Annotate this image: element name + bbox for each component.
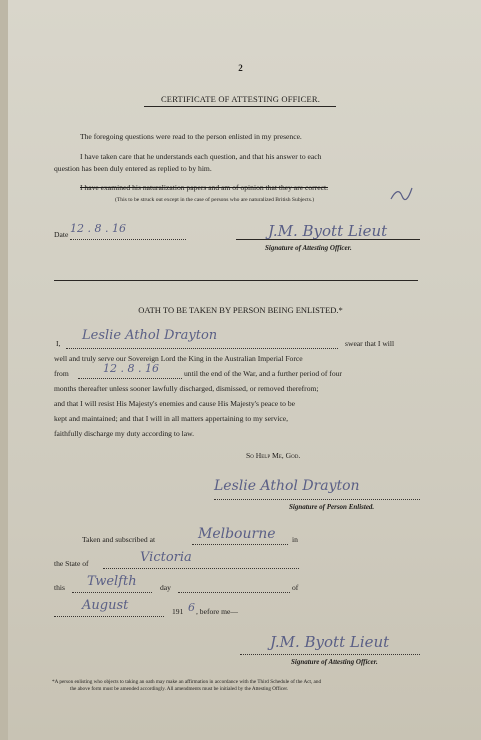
section-divider: [54, 280, 418, 281]
so-help-me-god: So Help Me, God.: [246, 451, 301, 460]
officer-signature-line-2: [240, 654, 420, 655]
oath-line-7: faithfully discharge my duty according to law.: [54, 429, 195, 438]
date-label: Date: [54, 230, 69, 239]
certificate-naturalization-line: I have examined his naturalization papers and am of opinion that they are correct.: [80, 183, 328, 192]
of-label: of: [292, 583, 299, 592]
oath-name-dotted-line: [66, 348, 338, 349]
officer-signature-caption-2: Signature of Attesting Officer.: [291, 658, 378, 666]
state-label: the State of: [54, 559, 89, 568]
month-dotted-line: [54, 616, 164, 617]
oath-line-2: well and truly serve our Sovereign Lord the King in the Australian Imperial Force: [54, 354, 303, 363]
in-label: in: [292, 535, 298, 544]
certificate-line-2a: I have taken care that he understands each question, and that his answer to each: [80, 152, 322, 161]
day-value: Twelfth: [87, 574, 137, 589]
oath-from-date: 12 . 8 . 16: [103, 362, 159, 375]
officer-signature-2: J.M. Byott Lieut: [270, 633, 390, 651]
strike-initial-mark: [388, 184, 414, 204]
day-dotted-line: [72, 592, 152, 593]
certificate-line-1: The foregoing questions were read to the person enlisted in my presence.: [80, 132, 302, 141]
place-dotted-line: [192, 544, 288, 545]
officer-signature-line-1: [236, 239, 420, 240]
oath-line-6: kept and maintained; and that I will in all matters appertaining to my service,: [54, 414, 289, 423]
date-dotted-line: [70, 239, 186, 240]
oath-i-label: I,: [56, 339, 61, 348]
taken-subscribed-label: Taken and subscribed at: [82, 535, 156, 544]
of-dotted-line: [178, 592, 290, 593]
oath-line-4: months thereafter unless sooner lawfully discharged, dismissed, or removed therefrom;: [54, 384, 319, 393]
certificate-title: CERTIFICATE OF ATTESTING OFFICER.: [160, 94, 321, 104]
oath-person-name: Leslie Athol Drayton: [82, 328, 218, 343]
certificate-title-underline: [144, 106, 336, 107]
oath-swear-text: swear that I will: [345, 339, 395, 348]
state-value: Victoria: [140, 550, 192, 565]
certificate-note: (This to be struck out except in the case of persons who are naturalized British Subjects.): [115, 197, 315, 203]
person-enlisted-signature: Leslie Athol Drayton: [214, 478, 360, 494]
oath-title: OATH TO BE TAKEN BY PERSON BEING ENLISTED.*: [138, 305, 343, 315]
page-edge: [0, 0, 8, 740]
oath-from-dotted-line: [78, 378, 182, 379]
day-label: day: [160, 583, 171, 592]
subscribed-place: Melbourne: [198, 526, 276, 542]
footnote-line-1: *A person enlisting who objects to taking an oath may make an affirmation in accordance with the Third Schedule of the Act, and: [52, 679, 322, 685]
before-me-text: , before me—: [196, 607, 238, 616]
certificate-line-2b: question has been duly entered as replied to by him.: [54, 164, 212, 173]
year-suffix: 6: [188, 601, 195, 614]
officer-signature-1: J.M. Byott Lieut: [268, 222, 388, 240]
footnote-line-2: the above form must be amended accordingly. All amendments must be initialed by the Attesting Officer.: [70, 686, 289, 692]
oath-line-5: and that I will resist His Majesty's enemies and cause His Majesty's peace to be: [54, 399, 296, 408]
person-signature-caption: Signature of Person Enlisted.: [289, 503, 375, 511]
year-prefix: 191: [172, 607, 184, 616]
oath-from-label: from: [54, 369, 69, 378]
officer-signature-caption-1: Signature of Attesting Officer.: [265, 244, 352, 252]
page-number: 2: [238, 63, 243, 73]
state-dotted-line: [103, 568, 299, 569]
date-value: 12 . 8 . 16: [70, 222, 126, 235]
month-value: August: [82, 598, 129, 613]
person-signature-dotted-line: [214, 499, 420, 500]
this-label: this: [54, 583, 65, 592]
oath-from-rest: until the end of the War, and a further period of four: [184, 369, 342, 378]
